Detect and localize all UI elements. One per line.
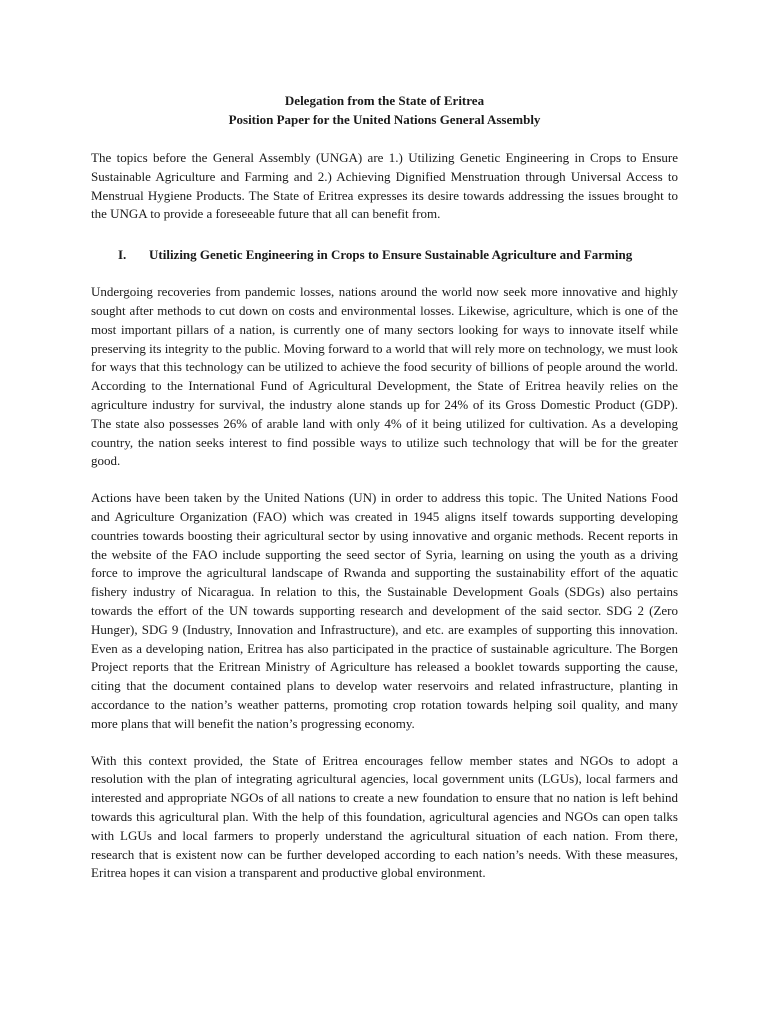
document-title-line-1: Delegation from the State of Eritrea xyxy=(284,93,485,108)
body-paragraph: With this context provided, the State of Eritrea encourages fellow member states and NGOs to adopt a resolution with the plan of integrating agricultural agencies, local government units (LGUs), local farmers and interested and appropriate NGOs of all nations to create a new foundation to ensure that no nation is left behind towards this agricultural plan. With the help of this foundation, agricultural agencies and NGOs can open talks with LGUs and local farmers to properly understand the agricultural situation of each nation. From there, research that is existent now can be further developed according to each nation’s needs. With these measures, Eritrea hopes it can vision a transparent and productive global environment. xyxy=(91,752,678,881)
body-paragraph: Actions have been taken by the United Nations (UN) in order to address this topic. The United Nations Food and Agriculture Organization (FAO) which was created in 1945 aligns itself towards supporting developing countries towards boosting their agricultural sector by using innovative and organic methods. Recent reports in the website of the FAO include supporting the seed sector of Syria, learning on using the youth as a driving force to improve the agricultural landscape of Rwanda and supporting the sustainability effort of the aquatic fishery industry of Nicaragua. In relation to this, the Sustainable Development Goals (SDGs) also pertains towards the effort of the UN towards supporting research and development of the said sector. SDG 2 (Zero Hunger), SDG 9 (Industry, Innovation and Infrastructure), and etc. are examples of supporting this innovation. Even as a developing nation, Eritrea has also participated in the practice of sustainable agriculture. The Borgen Project reports that the Eritrean Ministry of Agriculture has released a booklet towards supporting the cause, citing that the document contained plans to develop water reservoirs and related infrastructure, planting in accordance to the nation’s weather patterns, promoting crop rotation towards helping soil quality, and many more plans that will benefit the nation’s progressing economy. xyxy=(91,490,678,731)
section-title: Utilizing Genetic Engineering in Crops to Ensure Sustainable Agriculture and Farming xyxy=(149,247,633,263)
document-title-line-2: Position Paper for the United Nations General Assembly xyxy=(228,112,541,127)
section-number: I. xyxy=(118,247,127,263)
intro-paragraph: The topics before the General Assembly (UNGA) are 1.) Utilizing Genetic Engineering in Crops to Ensure Sustainable Agriculture and Farming and 2.) Achieving Dignified Menstruation through Universal Access to Menstrual Hygiene Products. The State of Eritrea expresses its desire towards addressing the issues brought to the UNGA to provide a foreseeable future that all can benefit from. xyxy=(91,150,678,222)
document-page xyxy=(91,91,678,883)
body-paragraph: Undergoing recoveries from pandemic losses, nations around the world now seek more innovative and highly sought after methods to cut down on costs and environmental losses. Likewise, agriculture, which is one of the most important pillars of a nation, is currently one of many sectors looking for ways to innovate itself while preserving its integrity to the public. Moving forward to a world that will rely more on technology, we must look for ways that this technology can be utilized to achieve the food security of billions of people around the world. According to the International Fund of Agricultural Development, the State of Eritrea heavily relies on the agriculture industry for survival, the industry alone stands up for 24% of its Gross Domestic Product (GDP). The state also possesses 26% of arable land with only 4% of it being utilized for cultivation. As a developing country, the nation seeks interest to find possible ways to utilize such technology that will be for the greater good. xyxy=(91,284,678,469)
section-heading xyxy=(91,245,678,264)
